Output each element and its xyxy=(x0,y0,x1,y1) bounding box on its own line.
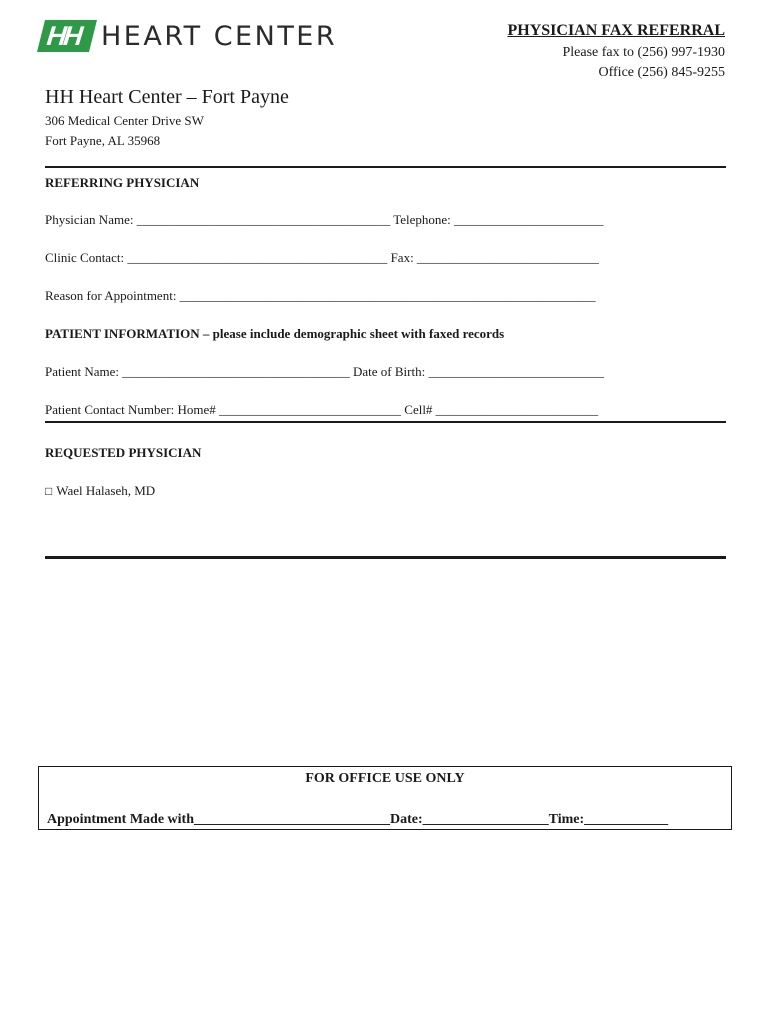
physician-name-telephone-field[interactable]: Physician Name: _______________________________________ Telephone: _______________________ xyxy=(45,212,604,227)
patient-name-dob-field[interactable]: Patient Name: ___________________________________ Date of Birth: ___________________________ xyxy=(45,364,604,379)
checkbox-icon[interactable]: □ xyxy=(45,484,53,498)
requested-physician-option[interactable] xyxy=(45,483,155,499)
referring-physician-heading: REFERRING PHYSICIAN xyxy=(45,175,200,190)
patient-contact-number-field[interactable]: Patient Contact Number: Home# ____________________________ Cell# _________________________ xyxy=(45,402,599,417)
office-use-title: FOR OFFICE USE ONLY xyxy=(305,771,465,786)
logo-wordmark: HEART CENTER xyxy=(101,21,338,52)
center-name: HH Heart Center – Fort Payne xyxy=(45,86,289,108)
office-number-line: Office (256) 845-9255 xyxy=(598,65,725,80)
requested-physician-heading: REQUESTED PHYSICIAN xyxy=(45,445,202,460)
appointment-made-field[interactable]: Appointment Made with____________________________Date:__________________Time:____________ xyxy=(47,812,669,827)
hh-logo-mark xyxy=(37,20,97,52)
top-divider xyxy=(45,166,726,168)
reason-for-appointment-field[interactable]: Reason for Appointment: ________________________________________________________________ xyxy=(45,288,596,303)
patient-information-heading: PATIENT INFORMATION – please include demographic sheet with faxed records xyxy=(45,326,505,341)
office-use-box xyxy=(38,766,732,830)
requested-physician-name: Wael Halaseh, MD xyxy=(56,483,156,498)
requested-section-divider xyxy=(45,556,726,559)
logo-mark-text: HH xyxy=(45,21,82,51)
form-title: PHYSICIAN FAX REFERRAL xyxy=(507,22,725,39)
heart-center-logo xyxy=(41,19,351,53)
patient-section-divider xyxy=(45,421,726,423)
clinic-contact-fax-field[interactable]: Clinic Contact: ________________________________________ Fax: ____________________________ xyxy=(45,250,599,265)
fax-number-line: Please fax to (256) 997-1930 xyxy=(562,45,725,60)
center-address-city: Fort Payne, AL 35968 xyxy=(45,133,161,148)
center-address-street: 306 Medical Center Drive SW xyxy=(45,113,204,128)
